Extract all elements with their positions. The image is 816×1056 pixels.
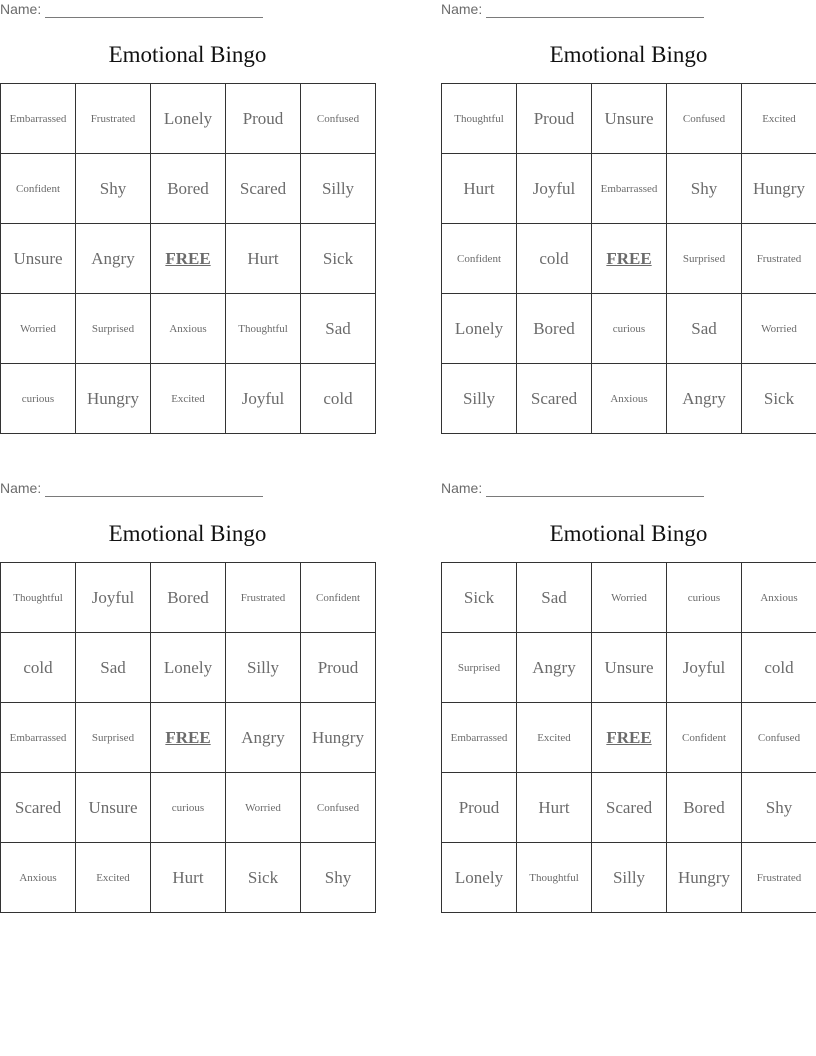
bingo-cell: Excited	[517, 703, 592, 773]
bingo-cell: Unsure	[1, 224, 76, 294]
bingo-cell: Shy	[76, 154, 151, 224]
bingo-cell: Hungry	[301, 703, 376, 773]
bingo-cell: Joyful	[226, 364, 301, 434]
bingo-cell: Frustrated	[742, 224, 816, 294]
bingo-cell: Bored	[517, 294, 592, 364]
card-title: Emotional Bingo	[549, 42, 708, 67]
bingo-cell: Thoughtful	[442, 84, 517, 154]
grid-row	[442, 843, 816, 913]
name-blank	[45, 3, 263, 18]
bingo-cell: curious	[1, 364, 76, 434]
bingo-cell: Sad	[667, 294, 742, 364]
bingo-cell: Frustrated	[76, 84, 151, 154]
bingo-cell: Thoughtful	[226, 294, 301, 364]
bingo-cell: curious	[592, 294, 667, 364]
bingo-cell: Confused	[301, 773, 376, 843]
bingo-cell: Hurt	[442, 154, 517, 224]
bingo-cell: Angry	[517, 633, 592, 703]
bingo-cell: Proud	[442, 773, 517, 843]
bingo-cell: Sad	[517, 563, 592, 633]
bingo-cell: Anxious	[151, 294, 226, 364]
bingo-cell: Excited	[742, 84, 816, 154]
grid-row	[1, 703, 376, 773]
bingo-cell: Bored	[667, 773, 742, 843]
bingo-cell: Lonely	[151, 633, 226, 703]
bingo-cell: Worried	[742, 294, 816, 364]
grid-row	[442, 633, 816, 703]
grid-row	[1, 294, 376, 364]
free-space-cell: FREE	[151, 703, 226, 773]
bingo-cell: Surprised	[667, 224, 742, 294]
bingo-cell: Excited	[76, 843, 151, 913]
bingo-cell: Bored	[151, 563, 226, 633]
bingo-cell: Scared	[226, 154, 301, 224]
grid-row	[1, 563, 376, 633]
bingo-cell: Surprised	[76, 703, 151, 773]
bingo-cell: Hungry	[76, 364, 151, 434]
bingo-cell: Joyful	[76, 563, 151, 633]
bingo-cell: Unsure	[592, 633, 667, 703]
bingo-cell: Embarrassed	[442, 703, 517, 773]
bingo-cell: Sad	[76, 633, 151, 703]
bingo-cell: curious	[667, 563, 742, 633]
grid-row	[442, 773, 816, 843]
bingo-cell: Confident	[442, 224, 517, 294]
grid-row	[1, 843, 376, 913]
bingo-cell: Worried	[1, 294, 76, 364]
bingo-cell: Unsure	[592, 84, 667, 154]
bingo-cell: Angry	[76, 224, 151, 294]
bingo-cell: Hurt	[151, 843, 226, 913]
bingo-cell: curious	[151, 773, 226, 843]
bingo-cell: Proud	[226, 84, 301, 154]
bingo-cell: Anxious	[592, 364, 667, 434]
grid-row	[442, 154, 816, 224]
bingo-cell: Lonely	[442, 294, 517, 364]
bingo-cell: Thoughtful	[1, 563, 76, 633]
name-label: Name:	[441, 1, 483, 17]
bingo-cell: Surprised	[76, 294, 151, 364]
bingo-cell: Confident	[1, 154, 76, 224]
grid-row	[1, 84, 376, 154]
bingo-cell: Sick	[301, 224, 376, 294]
grid-row	[442, 224, 816, 294]
bingo-cell: Silly	[442, 364, 517, 434]
free-space-cell: FREE	[592, 224, 667, 294]
bingo-cell: Silly	[592, 843, 667, 913]
card-title: Emotional Bingo	[549, 521, 708, 546]
bingo-cell: cold	[301, 364, 376, 434]
bingo-cell: Joyful	[517, 154, 592, 224]
bingo-cell: Frustrated	[226, 563, 301, 633]
grid-row	[1, 154, 376, 224]
bingo-cell: Lonely	[442, 843, 517, 913]
bingo-cell: Silly	[301, 154, 376, 224]
bingo-cell: cold	[1, 633, 76, 703]
free-space-cell: FREE	[151, 224, 226, 294]
bingo-cell: Hurt	[226, 224, 301, 294]
bingo-cell: Sick	[226, 843, 301, 913]
bingo-cell: Excited	[151, 364, 226, 434]
name-blank	[45, 482, 263, 497]
bingo-cell: Surprised	[442, 633, 517, 703]
bingo-cell: Bored	[151, 154, 226, 224]
bingo-cell: Frustrated	[742, 843, 816, 913]
grid-row	[442, 563, 816, 633]
bingo-cell: Shy	[667, 154, 742, 224]
grid-row	[1, 773, 376, 843]
bingo-cell: Silly	[226, 633, 301, 703]
bingo-cell: Sad	[301, 294, 376, 364]
grid-row	[442, 84, 816, 154]
grid-row	[442, 294, 816, 364]
bingo-cell: Proud	[517, 84, 592, 154]
bingo-cell: Scared	[592, 773, 667, 843]
name-line	[0, 479, 375, 497]
card-title: Emotional Bingo	[108, 42, 267, 67]
bingo-cell: Worried	[226, 773, 301, 843]
bingo-cell: cold	[517, 224, 592, 294]
bingo-cell: Proud	[301, 633, 376, 703]
name-line	[441, 0, 816, 18]
bingo-grid	[0, 562, 376, 913]
bingo-cell: Shy	[742, 773, 816, 843]
bingo-cell: Anxious	[1, 843, 76, 913]
bingo-cell: Angry	[667, 364, 742, 434]
bingo-cell: Confused	[742, 703, 816, 773]
grid-row	[1, 364, 376, 434]
bingo-cell: Anxious	[742, 563, 816, 633]
bingo-cell: cold	[742, 633, 816, 703]
bingo-cell: Confused	[301, 84, 376, 154]
bingo-grid	[441, 562, 816, 913]
name-line	[441, 479, 816, 497]
bingo-cell: Embarrassed	[1, 84, 76, 154]
bingo-cell: Embarrassed	[592, 154, 667, 224]
bingo-cell: Shy	[301, 843, 376, 913]
name-label: Name:	[0, 1, 42, 17]
bingo-cell: Joyful	[667, 633, 742, 703]
bingo-cell: Thoughtful	[517, 843, 592, 913]
name-blank	[486, 3, 704, 18]
bingo-cell: Hungry	[667, 843, 742, 913]
bingo-cell: Confused	[667, 84, 742, 154]
bingo-cell: Unsure	[76, 773, 151, 843]
bingo-cell: Embarrassed	[1, 703, 76, 773]
name-label: Name:	[441, 480, 483, 496]
grid-row	[1, 633, 376, 703]
bingo-cell: Sick	[442, 563, 517, 633]
bingo-cell: Lonely	[151, 84, 226, 154]
bingo-cell: Angry	[226, 703, 301, 773]
grid-row	[442, 703, 816, 773]
free-space-cell: FREE	[592, 703, 667, 773]
bingo-cell: Hurt	[517, 773, 592, 843]
name-label: Name:	[0, 480, 42, 496]
name-blank	[486, 482, 704, 497]
bingo-cell: Scared	[1, 773, 76, 843]
grid-row	[1, 224, 376, 294]
bingo-cell: Sick	[742, 364, 816, 434]
bingo-grid	[441, 83, 816, 434]
name-line	[0, 0, 375, 18]
grid-row	[442, 364, 816, 434]
bingo-cell: Confident	[667, 703, 742, 773]
bingo-cell: Hungry	[742, 154, 816, 224]
bingo-cell: Scared	[517, 364, 592, 434]
bingo-cell: Confident	[301, 563, 376, 633]
bingo-grid	[0, 83, 376, 434]
card-title: Emotional Bingo	[108, 521, 267, 546]
bingo-cell: Worried	[592, 563, 667, 633]
